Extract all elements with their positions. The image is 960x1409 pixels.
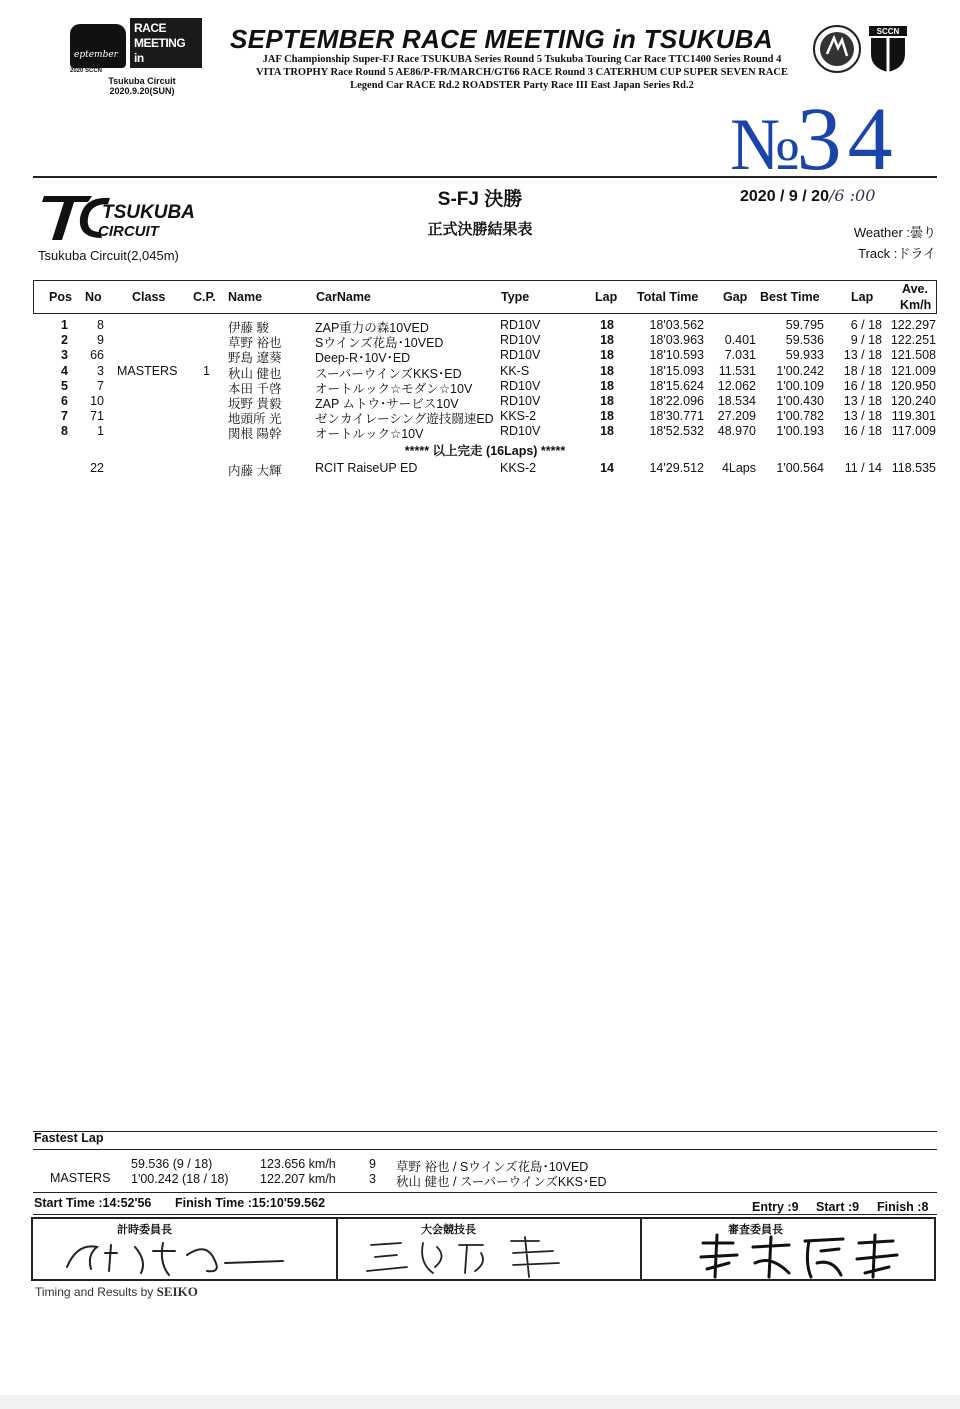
cell-bestlap: 6 / 18 [850,318,882,332]
event-logo-line: RACE [134,21,167,35]
footer-rule [33,1214,937,1215]
cell-gap: 48.970 [717,424,756,439]
race-time-handwritten: /6 :00 [828,186,876,205]
cell-name: 伊藤 駿 [228,321,269,335]
seiko-logo: SEIKO [156,1284,198,1299]
cell-ave: 121.508 [890,348,936,363]
table-row [0,394,960,409]
event-logo-line: MEETING [134,36,186,50]
cell-bestlap: 13 / 18 [843,394,882,408]
tsukuba-circuit-logo [40,190,250,242]
cell-type: RD10V [500,378,541,393]
cell-lap: 18 [600,348,614,363]
cell-type: KKS-2 [500,409,537,424]
cell-carname: スーパーウインズKKS･ED [315,366,462,381]
cell-name: 関根 陽幹 [228,427,282,442]
sccn-shield-label: SCCN [876,27,900,36]
finisher-separator: ***** 以上完走 (16Laps) ***** [404,444,566,458]
cell-name: 草野 裕也 [228,336,282,351]
cell-pos: 4 [61,363,68,378]
footer-rule [33,1192,937,1193]
cell-ave: 120.240 [890,394,936,408]
table-row [0,333,960,351]
jaf-emblem-icon [812,24,862,74]
cell-gap: 4Laps [721,461,756,475]
signature-label: 大会競技長 [421,1224,476,1236]
cell-no: 66 [90,348,104,363]
cell-gap: 27.209 [717,409,756,424]
table-row [0,348,960,366]
cell-ave: 119.301 [891,409,936,424]
fastest-lap-no: 9 [369,1157,376,1171]
cell-lap: 18 [600,424,614,439]
cell-ave: 121.009 [890,363,936,378]
cell-no: 7 [97,378,104,393]
cell-type: RD10V [500,333,541,348]
cell-lap: 18 [600,409,614,424]
series-line: Legend Car RACE Rd.2 ROADSTER Party Race III East Japan Series Rd.2 [350,80,694,91]
cell-total: 18'30.771 [649,409,704,424]
cell-best: 1'00.193 [776,424,824,439]
cell-lap: 14 [600,461,614,475]
cell-class: MASTERS [117,363,178,378]
cell-carname: ゼンカイレーシング遊技闘速ED [315,412,494,427]
scan-bottom-band [0,1395,960,1409]
timing-credit [35,1284,198,1300]
col-type: Type [501,290,530,304]
cell-pos: 7 [61,409,68,424]
fastest-lap-time: 1'00.242 (18 / 18) [131,1172,229,1186]
race-subtitle: 正式決勝結果表 [427,221,533,238]
col-class: Class [132,290,166,304]
cell-carname: RCIT RaiseUP ED [315,461,418,475]
col-no: No [85,290,102,304]
col-name: Name [228,290,263,304]
cell-gap: 18.534 [717,394,756,408]
cell-gap: 12.062 [717,378,756,393]
cell-best: 1'00.109 [776,378,824,393]
table-row [0,379,960,394]
series-line: JAF Championship Super-FJ Race TSUKUBA Series Round 5 Tsukuba Touring Car Race TTC1400 Series Round 4 [262,54,782,65]
col-lap: Lap [595,290,618,304]
col-ave: Ave. [902,282,928,296]
cell-total: 18'03.562 [649,318,704,332]
car-number-mark: № [730,104,797,186]
event-title: SEPTEMBER RACE MEETING in TSUKUBA [230,24,773,54]
cell-type: KK-S [500,363,530,378]
col-best-time: Best Time [760,290,820,304]
car-number-value: 34 [796,90,899,189]
fastest-lap-time: 59.536 (9 / 18) [131,1157,213,1171]
cell-type: RD10V [500,348,541,363]
cell-best: 59.795 [785,318,824,332]
event-logo-date: 2020.9.20(SUN) [109,86,175,96]
cell-pos: 2 [61,333,68,348]
fastest-lap-rule [33,1131,937,1132]
signature-label: 審査委員長 [728,1224,783,1236]
cell-total: 18'03.963 [649,333,704,348]
cell-best: 1'00.564 [776,461,824,475]
start-time: Start Time :14:52'56 [34,1196,152,1210]
series-line: VITA TROPHY Race Round 5 AE86/P-FR/MARCH/GT66 RACE Round 3 CATERHUM CUP SUPER SEVEN RACE [256,67,788,78]
race-title: S-FJ 決勝 [437,189,523,210]
event-logo-sub: 2020 SCCN [70,68,103,74]
header-rule [33,176,937,178]
col-gap: Gap [723,290,748,304]
cell-type: RD10V [500,424,541,439]
cell-name: 地頭所 光 [228,412,282,427]
cell-bestlap: 16 / 18 [843,424,882,439]
cell-gap: 0.401 [724,333,756,348]
fastest-lap-speed: 122.207 km/h [260,1172,336,1186]
results-table-header [33,280,937,314]
tc-logo-circuit: CIRCUIT [98,223,159,240]
cell-name: 坂野 貴毅 [228,397,282,411]
event-logo-month: eptember [74,50,118,60]
event-logo-box [130,18,202,80]
cell-best: 1'00.430 [776,394,824,408]
col-cp: C.P. [193,290,216,304]
cell-carname: ZAP ムトウ･サービス10V [315,397,459,411]
weather: Weather :曇り [853,225,936,240]
signature-stewards-chief [693,1233,923,1279]
signature-divider [640,1219,642,1279]
cell-no: 8 [97,318,104,332]
cell-lap: 18 [600,333,614,348]
fastest-lap-no: 3 [369,1172,376,1186]
cell-carname: オートルック☆10V [315,427,424,442]
cell-no: 3 [97,363,104,378]
cell-total: 18'10.593 [649,348,704,363]
cell-bestlap: 13 / 18 [843,409,882,424]
tc-logo-tsukuba: TSUKUBA [102,202,195,223]
cell-ave: 122.297 [890,318,936,332]
cell-no: 9 [97,333,104,348]
cell-no: 10 [90,394,104,408]
signature-divider [336,1219,338,1279]
col-carname: CarName [316,290,371,304]
cell-pos: 3 [61,348,68,363]
table-row [0,461,960,476]
cell-gap: 7.031 [724,348,756,363]
table-row [0,364,960,379]
cell-best: 1'00.242 [776,363,824,378]
entry-count: Entry :9 [752,1200,799,1214]
cell-lap: 18 [600,318,614,332]
cell-pos: 6 [61,394,68,408]
cell-cp: 1 [203,363,210,378]
track-condition: Track :ドライ [858,246,936,261]
fastest-lap-rule [33,1149,937,1150]
cell-lap: 18 [600,363,614,378]
col-total-time: Total Time [637,290,699,304]
cell-no: 22 [90,461,104,475]
fastest-lap-speed: 123.656 km/h [260,1157,336,1171]
cell-name: 野島 遼葵 [228,351,282,366]
cell-bestlap: 13 / 18 [843,348,882,363]
finish-time: Finish Time :15:10'59.562 [175,1196,326,1210]
fastest-lap-title: Fastest Lap [34,1131,104,1145]
cell-ave: 117.009 [891,424,936,439]
cell-best: 1'00.782 [776,409,824,424]
finish-count: Finish :8 [877,1200,929,1214]
signature-label: 計時委員長 [117,1224,172,1236]
cell-bestlap: 9 / 18 [850,333,882,348]
cell-lap: 18 [600,394,614,408]
cell-type: RD10V [500,394,541,408]
cell-bestlap: 11 / 14 [844,461,882,475]
sccn-shield-icon [866,24,910,74]
timing-credit-prefix: Timing and Results by [35,1285,154,1299]
cell-total: 18'52.532 [649,424,704,439]
fastest-lap-driver: 秋山 健也 / スーパーウインズKKS･ED [396,1175,607,1189]
col-pos: Pos [49,290,72,304]
event-logo [70,18,210,96]
cell-bestlap: 18 / 18 [843,363,882,378]
col-ave-unit: Km/h [900,298,932,312]
race-date [740,186,936,206]
cell-best: 59.536 [785,333,824,348]
cell-carname: ZAP重力の森10VED [315,321,429,335]
table-row [0,409,960,427]
circuit-name: Tsukuba Circuit(2,045m) [38,248,179,263]
cell-total: 14'29.512 [649,461,704,475]
event-logo-venue: Tsukuba Circuit [108,76,176,86]
cell-carname: オートルック☆モダン☆10V [315,381,473,396]
cell-pos: 5 [61,378,68,393]
cell-ave: 118.535 [891,461,936,475]
cell-pos: 1 [61,318,68,332]
col-best-lap: Lap [851,290,874,304]
cell-no: 71 [90,409,104,424]
signature-race-director [363,1233,593,1279]
cell-total: 18'15.624 [649,378,704,393]
cell-total: 18'15.093 [649,363,704,378]
cell-type: RD10V [500,318,541,332]
cell-gap: 11.531 [718,363,756,378]
event-logo-line: in TSUKUBA [134,51,190,80]
start-count: Start :9 [816,1200,860,1214]
cell-name: 本田 千啓 [228,381,282,396]
cell-carname: Deep-R･10V･ED [315,351,411,366]
cell-carname: Sウインズ花島･10VED [315,336,444,351]
race-date-value: 2020 / 9 / 20 [740,188,829,205]
cell-bestlap: 16 / 18 [843,378,882,393]
cell-name: 内藤 大輝 [228,464,282,478]
cell-no: 1 [97,424,104,439]
cell-ave: 122.251 [890,333,936,348]
cell-ave: 120.950 [890,378,936,393]
signature-timing-chief [57,1233,287,1279]
fastest-lap-driver: 草野 裕也 / Sウインズ花島･10VED [396,1160,589,1174]
signature-table [31,1217,936,1281]
cell-pos: 8 [61,424,68,439]
cell-type: KKS-2 [500,461,537,475]
cell-lap: 18 [600,378,614,393]
cell-total: 18'22.096 [649,394,704,408]
fastest-lap-class: MASTERS [50,1171,111,1185]
table-row [0,424,960,442]
table-row [0,318,960,333]
cell-name: 秋山 健也 [228,366,282,381]
event-logo-s-mark [70,24,126,68]
cell-best: 59.933 [785,348,824,363]
